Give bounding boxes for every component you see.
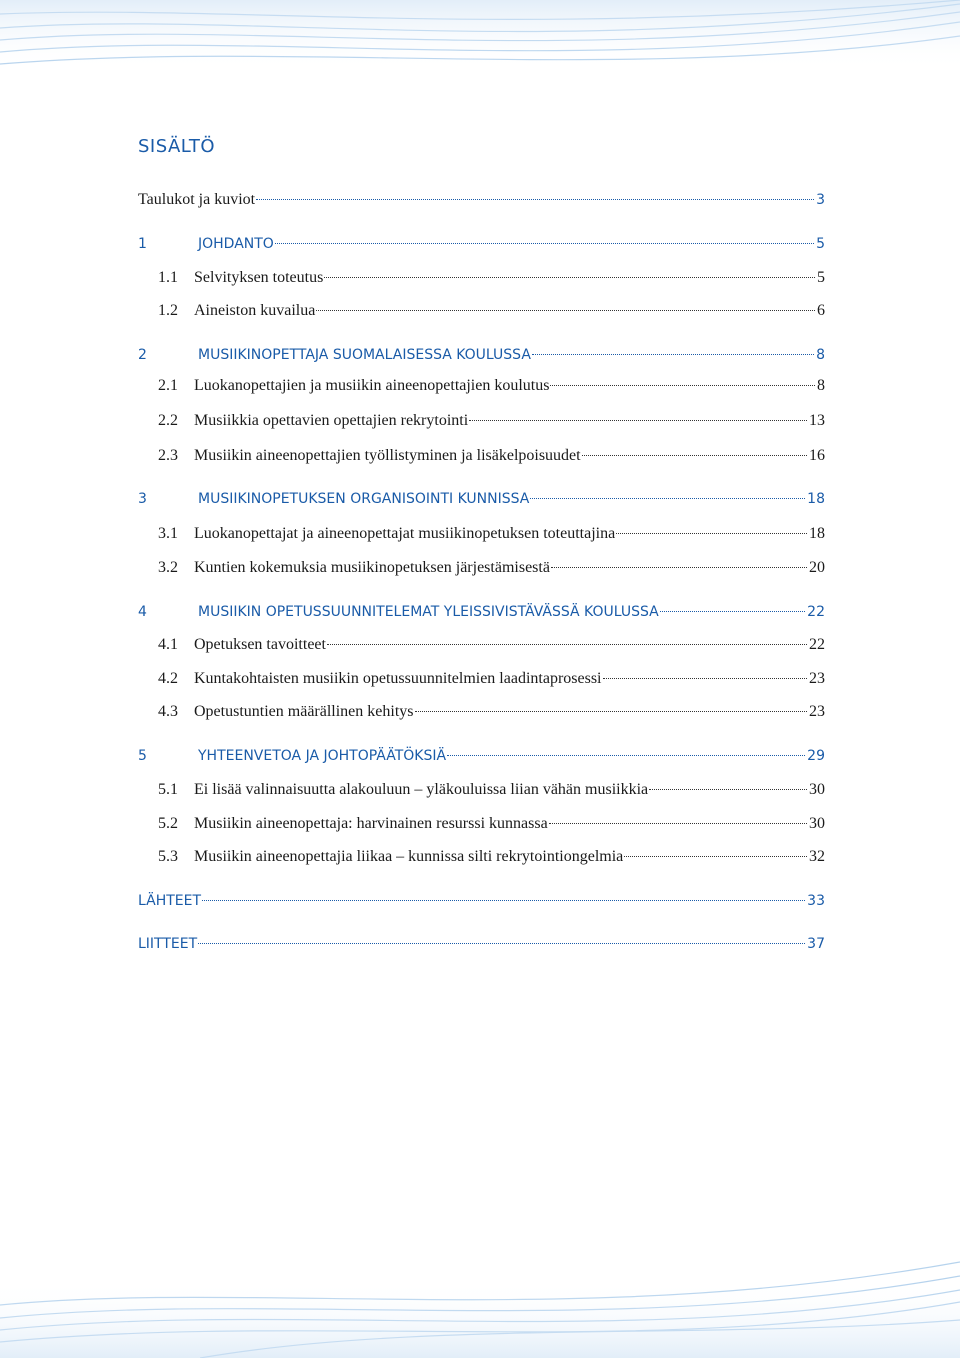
dot-leader [198, 943, 805, 944]
toc-section-title: Selvityksen toteutus [194, 269, 324, 286]
toc-section-number: 2.2 [158, 412, 178, 429]
toc-section-title: Musiikin aineenopettajia liikaa – kunnissa silti rekrytointiongelmia [194, 848, 624, 865]
toc-section-3-2[interactable] [158, 558, 825, 578]
dot-leader [316, 310, 815, 311]
dot-leader [624, 856, 807, 857]
toc-page-number: 18 [807, 491, 825, 507]
toc-chapter-4[interactable] [138, 602, 825, 622]
dot-leader [447, 755, 805, 756]
toc-page-number: 30 [809, 781, 825, 798]
toc-section-title: Kuntakohtaisten musiikin opetussuunnitelmien laadintaprosessi [194, 670, 602, 687]
toc-section-title: Luokanopettajat ja aineenopettajat musiikinopetuksen toteuttajina [194, 525, 616, 542]
toc-section-title: Kuntien kokemuksia musiikinopetuksen järjestämisestä [194, 559, 550, 576]
toc-section-number: 5.3 [158, 848, 178, 865]
toc-page-number: 16 [809, 447, 825, 464]
toc-page-number: 8 [816, 347, 825, 363]
toc-page-number: 5 [816, 236, 825, 252]
toc-chapter-title: MUSIIKINOPETUKSEN ORGANISOINTI KUNNISSA [198, 491, 530, 507]
toc-chapter-number: 4 [138, 604, 147, 620]
toc-entry-tables[interactable] [138, 190, 825, 210]
toc-page-number: 32 [809, 848, 825, 865]
toc-chapter-2[interactable] [138, 345, 825, 365]
dot-leader [202, 900, 805, 901]
toc-entry-title: LÄHTEET [138, 893, 202, 909]
toc-section-number: 5.1 [158, 781, 178, 798]
toc-section-number: 3.2 [158, 559, 178, 576]
toc-page-number: 23 [809, 703, 825, 720]
toc-chapter-title: MUSIIKINOPETTAJA SUOMALAISESSA KOULUSSA [198, 347, 531, 363]
toc-page-number: 8 [817, 377, 825, 394]
toc-section-number: 4.1 [158, 636, 178, 653]
toc-section-title: Musiikkia opettavien opettajien rekrytointi [194, 412, 469, 429]
dot-leader [551, 567, 807, 568]
toc-chapter-1[interactable] [138, 234, 825, 254]
toc-section-2-1[interactable] [158, 376, 825, 396]
toc-section-number: 5.2 [158, 815, 178, 832]
toc-page-number: 13 [809, 412, 825, 429]
toc-section-number: 4.2 [158, 670, 178, 687]
toc-section-title: Aineiston kuvailua [194, 302, 316, 319]
dot-leader [649, 789, 807, 790]
dot-leader [660, 611, 805, 612]
toc-chapter-3[interactable] [138, 489, 825, 509]
toc-section-4-3[interactable] [158, 702, 825, 722]
toc-section-number: 2.3 [158, 447, 178, 464]
dot-leader [256, 199, 814, 200]
toc-section-2-3[interactable] [158, 446, 825, 466]
toc-section-5-1[interactable] [158, 780, 825, 800]
toc-chapter-title: JOHDANTO [198, 236, 274, 252]
toc-page-number: 23 [809, 670, 825, 687]
toc-section-title: Ei lisää valinnaisuutta alakouluun – yläkouluissa liian vähän musiikkia [194, 781, 649, 798]
dot-leader [603, 678, 808, 679]
toc-chapter-number: 1 [138, 236, 147, 252]
toc-page-number: 29 [807, 748, 825, 764]
toc-entry-appendices[interactable] [138, 934, 825, 954]
toc-section-5-3[interactable] [158, 847, 825, 867]
toc-page-number: 22 [809, 636, 825, 653]
dot-leader [616, 533, 807, 534]
toc-page-number: 30 [809, 815, 825, 832]
dot-leader [549, 823, 807, 824]
toc-entry-title: LIITTEET [138, 936, 198, 952]
dot-leader [532, 354, 814, 355]
toc-page-number: 6 [817, 302, 825, 319]
toc-section-title: Musiikin aineenopettajien työllistyminen ja lisäkelpoisuudet [194, 447, 581, 464]
toc-section-2-2[interactable] [158, 411, 825, 431]
toc-chapter-number: 5 [138, 748, 147, 764]
toc-chapter-5[interactable] [138, 746, 825, 766]
toc-entry-references[interactable] [138, 891, 825, 911]
toc-section-title: Opetustuntien määrällinen kehitys [194, 703, 414, 720]
toc-page-number: 37 [807, 936, 825, 952]
toc-section-3-1[interactable] [158, 524, 825, 544]
toc-section-number: 1.1 [158, 269, 178, 286]
toc-chapter-title: MUSIIKIN OPETUSSUUNNITELEMAT YLEISSIVISTÄVÄSSÄ KOULUSSA [198, 604, 659, 620]
toc-section-number: 1.2 [158, 302, 178, 319]
toc-section-title: Luokanopettajien ja musiikin aineenopettajien koulutus [194, 377, 550, 394]
toc-section-title: Opetuksen tavoitteet [194, 636, 326, 653]
toc-section-1-1[interactable] [158, 268, 825, 288]
toc-section-number: 3.1 [158, 525, 178, 542]
dot-leader [582, 455, 807, 456]
dot-leader [324, 277, 815, 278]
toc-chapter-title: YHTEENVETOA JA JOHTOPÄÄTÖKSIÄ [198, 748, 447, 764]
dot-leader [275, 243, 814, 244]
toc-section-5-2[interactable] [158, 814, 825, 834]
toc-page-number: 22 [807, 604, 825, 620]
dot-leader [550, 385, 815, 386]
toc-section-number: 2.1 [158, 377, 178, 394]
toc-chapter-number: 3 [138, 491, 147, 507]
toc-page-number: 5 [817, 269, 825, 286]
toc-section-1-2[interactable] [158, 301, 825, 321]
toc-section-4-2[interactable] [158, 669, 825, 689]
dot-leader [415, 711, 808, 712]
dot-leader [530, 498, 805, 499]
toc-page-number: 18 [809, 525, 825, 542]
toc-chapter-number: 2 [138, 347, 147, 363]
toc-entry-title: Taulukot ja kuviot [138, 191, 256, 208]
toc-page-number: 3 [816, 192, 825, 208]
toc-page-number: 20 [809, 559, 825, 576]
toc-page-number: 33 [807, 893, 825, 909]
toc-section-number: 4.3 [158, 703, 178, 720]
dot-leader [469, 420, 807, 421]
dot-leader [327, 644, 807, 645]
toc-heading: SISÄLTÖ [138, 136, 216, 157]
toc-section-4-1[interactable] [158, 635, 825, 655]
toc-section-title: Musiikin aineenopettaja: harvinainen resurssi kunnassa [194, 815, 548, 832]
